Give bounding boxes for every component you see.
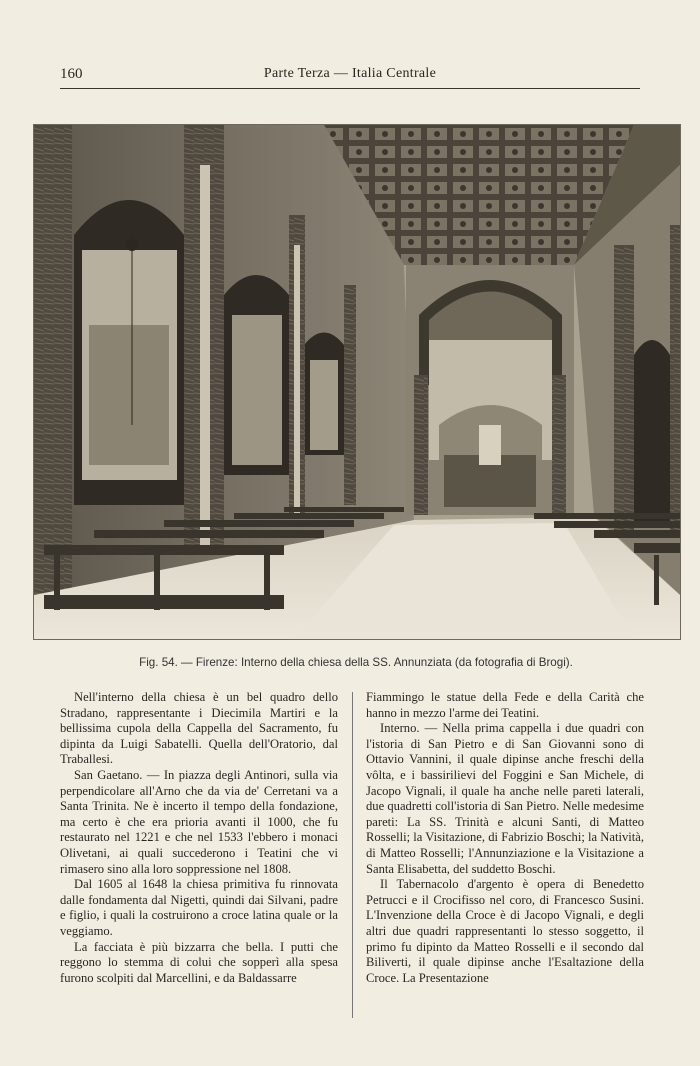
left-text-column (60, 690, 338, 986)
paragraph: Interno. — Nella prima cappella i due quadri con l'istoria di San Pietro e di San Giovanni sono di Ottavio Vannini, il quale dipinse anche freschi della vôlta, e i bassirilievi del Foggini e San Michele, di Jacopo Vignali, il quale ha anche nelle pareti laterali, due quadretti coll'istoria di San Pietro. Nelle medesime pareti: La SS. Trinità e alcuni Santi, di Matteo Rosselli; la Visitazione, di Fabrizio Boschi; la Natività, di Matteo Rosselli; l'Annunziazione e la Visitazione a Santa Elisabetta, del suddetto Boschi. (366, 721, 644, 876)
figure-caption: Fig. 54. — Firenze: Interno della chiesa della SS. Annunziata (da fotografia di Brogi). (139, 656, 573, 669)
page-number: 160 (60, 66, 83, 82)
running-header (60, 66, 640, 89)
paragraph: San Gaetano. — In piazza degli Antinori, sulla via perpendicolare all'Arno che da via de' Cerretani va a Santa Trinita. Ne è incerto il tempo della fondazione, ma certo è che era prioria avanti il 1000, che fu restaurato nel 1221 e che nel 1533 l'ebbero i monaci Olivetani, ai quali succederono i Teatini che vi rimasero sino alla loro soppressione nel 1808. (60, 767, 338, 876)
right-text-column (366, 690, 644, 986)
paragraph: Dal 1605 al 1648 la chiesa primitiva fu rinnovata dalle fondamenta dal Nigetti, quindi dai Silvani, padre e figlio, i quali la costruirono a croce latina quale or la veggiamo. (60, 877, 338, 938)
paragraph: Fiammingo le statue della Fede e della Carità che hanno in mezzo l'arme dei Teatini. (366, 690, 644, 720)
paragraph: Il Tabernacolo d'argento è opera di Benedetto Petrucci e il Crocifisso nel coro, di Francesco Susini. L'Invenzione della Croce è di Jacopo Vignali, e degli altri due quadri rappresentanti lo stesso soggetto, il primo fu dipinto da Matteo Rosselli e il secondo dal Biliverti, il quale dipinse anche l'Esaltazione della Croce. La Presentazione (366, 877, 644, 985)
column-divider (352, 692, 353, 1018)
paragraph: La facciata è più bizzarra che bella. I putti che reggono lo stemma di colui che sopperì alla spesa furono scolpiti dal Marcellini, e da Baldassarre (60, 939, 338, 985)
paragraph: Nell'interno della chiesa è un bel quadro dello Stradano, rappresentante i Diecimila Martiri e la bellissima cupola della Cappella del Sacramento, fu dipinta da Luigi Sabatelli. Quella dell'Oratorio, dal Traballesi. (60, 690, 338, 767)
running-title: Parte Terza — Italia Centrale (263, 66, 437, 81)
church-interior-engraving (33, 124, 681, 640)
